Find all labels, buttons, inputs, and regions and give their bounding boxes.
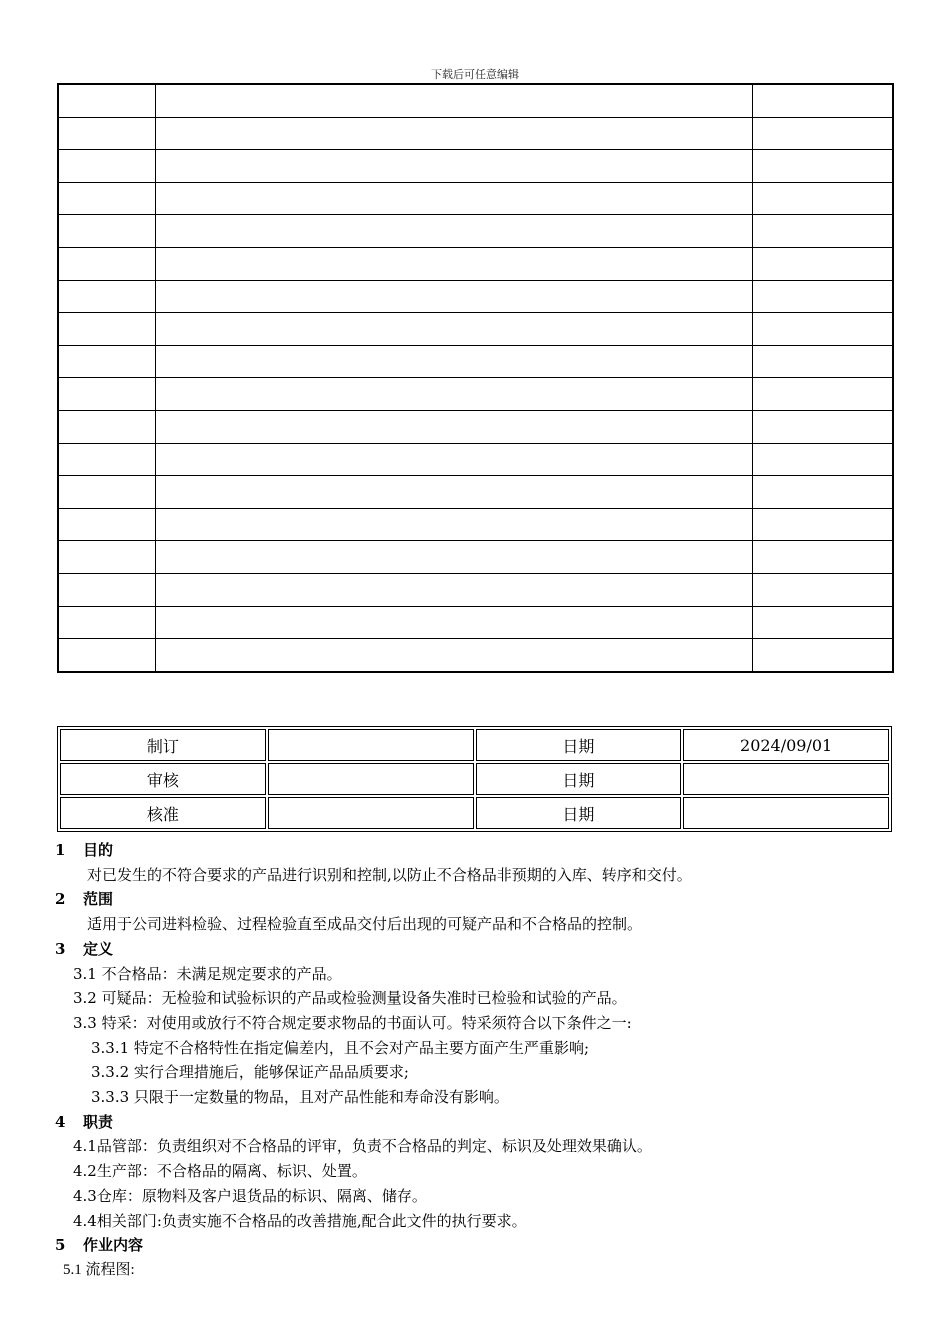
revision-row (58, 117, 893, 150)
revision-cell (58, 280, 155, 313)
revision-cell (752, 345, 893, 378)
revision-cell (58, 345, 155, 378)
definition-subitem: 3.3.2 实行合理措施后，能够保证产品品质要求; (91, 1063, 409, 1082)
document-body (55, 838, 915, 1283)
revision-cell (155, 541, 752, 574)
revision-cell (58, 541, 155, 574)
revision-table (57, 83, 894, 673)
revision-cell (58, 378, 155, 411)
revision-cell (752, 182, 893, 215)
revision-cell (58, 476, 155, 509)
revision-cell (58, 150, 155, 183)
revision-cell (155, 84, 752, 117)
revision-row (58, 280, 893, 313)
revision-cell (58, 117, 155, 150)
section-title: 职责 (83, 1112, 114, 1131)
section-title: 作业内容 (83, 1236, 144, 1255)
revision-cell (58, 606, 155, 639)
role-label: 核准 (60, 797, 266, 829)
approval-table (57, 726, 892, 832)
definition-subitem: 3.3.1 特定不合格特性在指定偏差内，且不会对产品主要方面产生严重影响; (91, 1038, 589, 1057)
revision-cell (752, 410, 893, 443)
section-heading-purpose (55, 838, 915, 863)
revision-cell (752, 541, 893, 574)
role-label: 制订 (60, 729, 266, 761)
revision-cell (752, 215, 893, 248)
revision-cell (155, 410, 752, 443)
revision-cell (58, 182, 155, 215)
section-number: 3 (55, 939, 66, 958)
definition-subitem: 3.3.3 只限于一定数量的物品，且对产品性能和寿命没有影响。 (91, 1088, 509, 1107)
revision-cell (155, 443, 752, 476)
revision-cell (752, 573, 893, 606)
definition-item: 3.1 不合格品：未满足规定要求的产品。 (73, 964, 342, 983)
revision-cell (58, 247, 155, 280)
date-label: 日期 (476, 797, 682, 829)
approval-row-drafted (60, 729, 889, 761)
revision-row (58, 247, 893, 280)
revision-row (58, 182, 893, 215)
revision-cell (752, 247, 893, 280)
signer-name (268, 797, 474, 829)
revision-cell (58, 84, 155, 117)
revision-cell (58, 508, 155, 541)
revision-row (58, 215, 893, 248)
revision-row (58, 378, 893, 411)
section-heading-operations (55, 1233, 915, 1258)
revision-cell (155, 150, 752, 183)
revision-cell (155, 378, 752, 411)
revision-cell (155, 117, 752, 150)
revision-row (58, 313, 893, 346)
revision-cell (58, 443, 155, 476)
section-number: 5 (55, 1236, 66, 1255)
section-text-scope: 适用于公司进料检验、过程检验直至成品交付后出现的可疑产品和不合格品的控制。 (87, 915, 643, 934)
revision-cell (752, 150, 893, 183)
revision-cell (155, 606, 752, 639)
date-value: 2024/09/01 (683, 729, 889, 761)
revision-row (58, 345, 893, 378)
date-label: 日期 (476, 763, 682, 795)
section-title: 目的 (83, 841, 114, 859)
revision-cell (752, 508, 893, 541)
revision-cell (752, 84, 893, 117)
responsibility-item: 4.4相关部门:负责实施不合格品的改善措施,配合此文件的执行要求。 (73, 1211, 527, 1230)
revision-cell (752, 443, 893, 476)
revision-cell (752, 378, 893, 411)
section-number: 2 (55, 890, 66, 909)
revision-cell (155, 639, 752, 672)
flowchart-item: 5.1 流程图: (63, 1261, 135, 1278)
revision-cell (58, 215, 155, 248)
definition-item: 3.3 特采：对使用或放行不符合规定要求物品的书面认可。特采须符合以下条件之一: (73, 1013, 632, 1032)
section-heading-responsibilities (55, 1110, 915, 1135)
section-title: 范围 (83, 890, 114, 909)
section-heading-definitions (55, 937, 915, 962)
approval-row-reviewed (60, 763, 889, 795)
header-note: 下载后可任意编辑 (431, 68, 519, 81)
revision-cell (155, 182, 752, 215)
revision-row (58, 639, 893, 672)
revision-row (58, 606, 893, 639)
revision-row (58, 410, 893, 443)
role-label: 审核 (60, 763, 266, 795)
date-value (683, 797, 889, 829)
revision-row (58, 476, 893, 509)
revision-row (58, 508, 893, 541)
section-text-purpose: 对已发生的不符合要求的产品进行识别和控制,以防止不合格品非预期的入库、转序和交付。 (87, 865, 692, 884)
revision-cell (155, 280, 752, 313)
revision-row (58, 84, 893, 117)
date-label: 日期 (476, 729, 682, 761)
signer-name (268, 763, 474, 795)
revision-cell (58, 573, 155, 606)
revision-cell (155, 313, 752, 346)
definition-item: 3.2 可疑品：无检验和试验标识的产品或检验测量设备失准时已检验和试验的产品。 (73, 989, 627, 1008)
revision-cell (155, 247, 752, 280)
revision-cell (155, 476, 752, 509)
revision-cell (155, 508, 752, 541)
section-number: 4 (55, 1112, 66, 1131)
revision-row (58, 573, 893, 606)
date-value (683, 763, 889, 795)
revision-cell (58, 410, 155, 443)
revision-row (58, 541, 893, 574)
responsibility-item: 4.2生产部：不合格品的隔离、标识、处置。 (73, 1162, 367, 1181)
section-title: 定义 (83, 939, 114, 958)
responsibility-item: 4.1品管部：负责组织对不合格品的评审，负责不合格品的判定、标识及处理效果确认。 (73, 1137, 652, 1156)
revision-cell (155, 215, 752, 248)
responsibility-item: 4.3仓库：原物料及客户退货品的标识、隔离、储存。 (73, 1186, 427, 1205)
revision-cell (752, 606, 893, 639)
revision-cell (155, 345, 752, 378)
revision-cell (752, 280, 893, 313)
revision-cell (752, 117, 893, 150)
revision-row (58, 150, 893, 183)
revision-cell (58, 313, 155, 346)
approval-row-approved (60, 797, 889, 829)
revision-cell (58, 639, 155, 672)
revision-cell (752, 639, 893, 672)
section-heading-scope (55, 887, 915, 912)
section-number: 1 (55, 841, 66, 859)
revision-cell (155, 573, 752, 606)
signer-name (268, 729, 474, 761)
revision-cell (752, 313, 893, 346)
revision-row (58, 443, 893, 476)
revision-cell (752, 476, 893, 509)
